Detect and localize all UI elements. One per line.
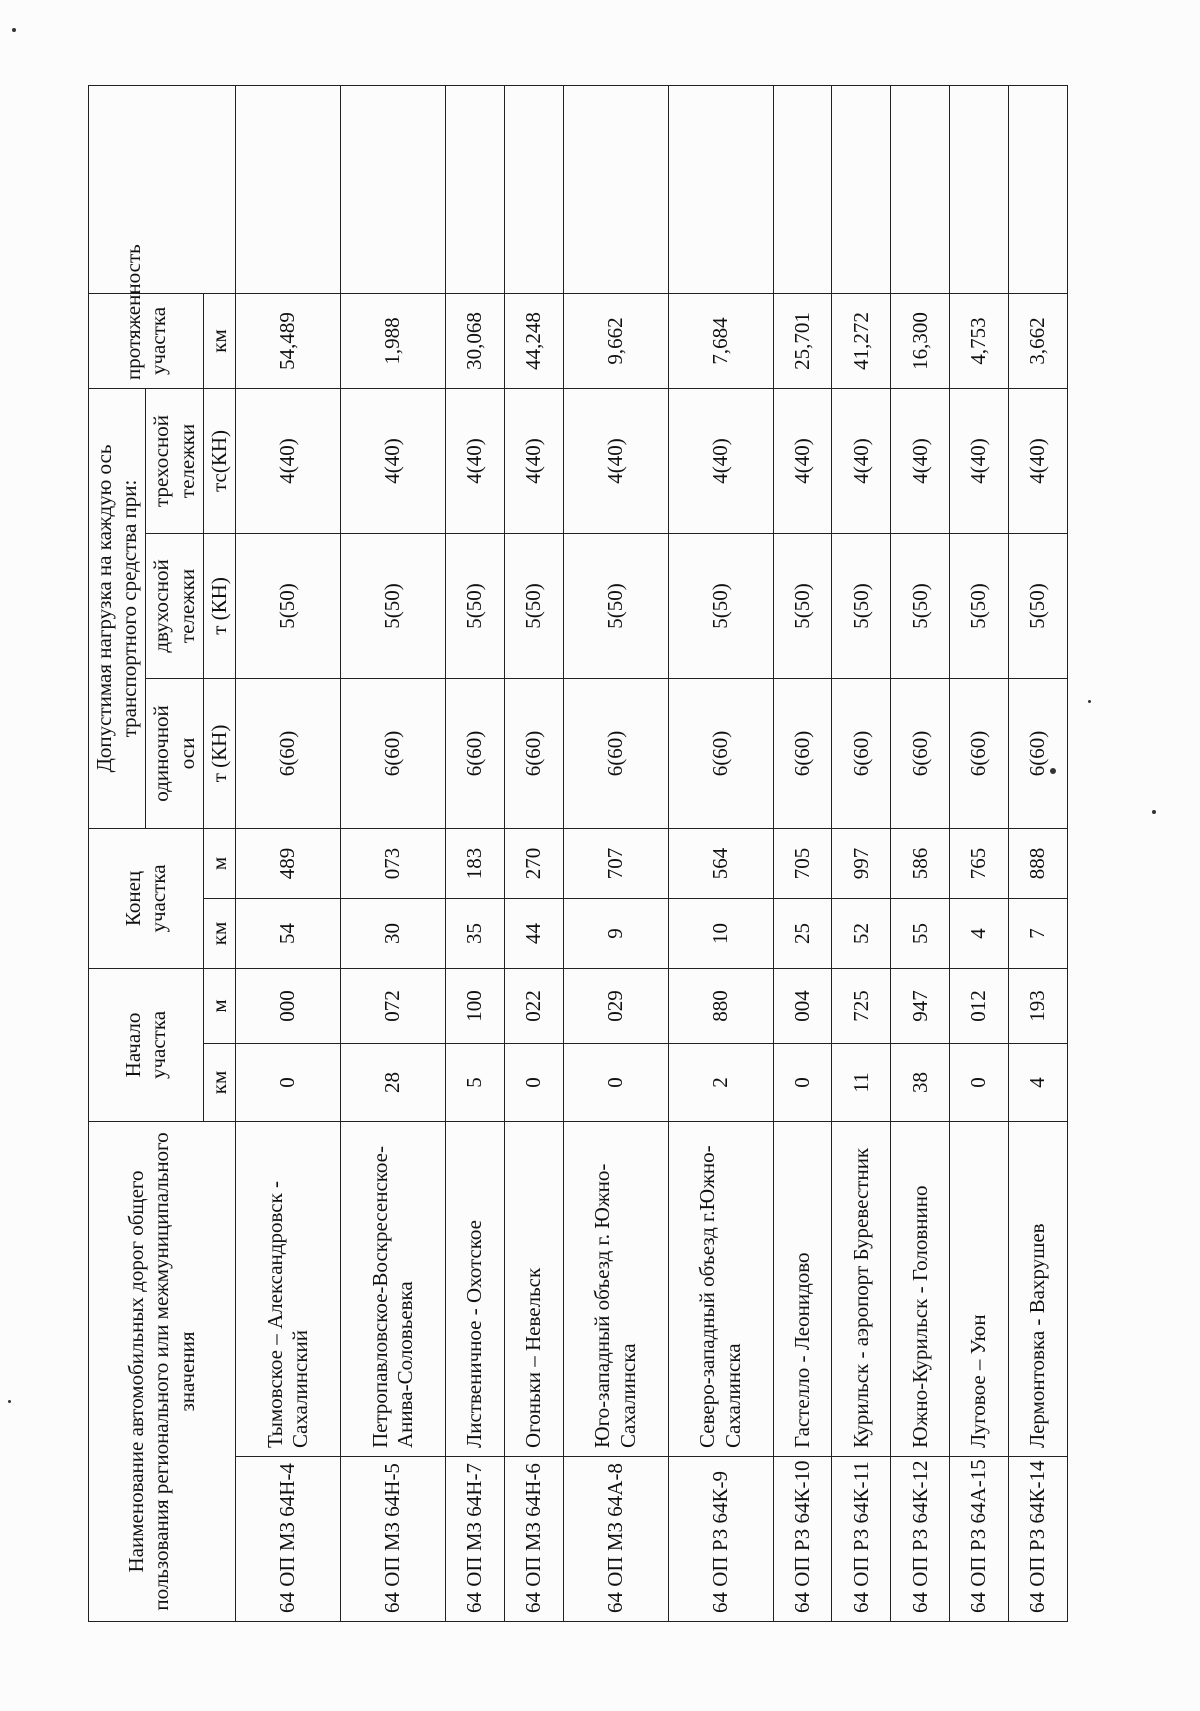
- blank-cell: [563, 85, 668, 293]
- road-name-cell: Курильск - аэропорт Буревестник: [832, 1121, 891, 1456]
- header-single-axle: одиночной оси: [146, 678, 203, 828]
- road-name-cell: Луговое – Уюн: [950, 1121, 1009, 1456]
- table-row: [235, 85, 340, 1621]
- end-km-cell: 44: [504, 898, 563, 968]
- start-km-cell: 0: [563, 1043, 668, 1121]
- scan-speck: [1152, 810, 1156, 814]
- header-blank-cell: [89, 85, 236, 293]
- start-km-cell: 0: [235, 1043, 340, 1121]
- double-axle-load-cell: 5(50): [668, 533, 773, 678]
- header-triple-axle: трехосной тележки: [146, 388, 203, 533]
- end-m-cell: 564: [668, 828, 773, 898]
- single-axle-load-cell: 6(60): [950, 678, 1009, 828]
- start-km-cell: 28: [340, 1043, 445, 1121]
- blank-cell: [891, 85, 950, 293]
- blank-cell: [668, 85, 773, 293]
- section-length-cell: 4,753: [950, 293, 1009, 388]
- end-m-cell: 270: [504, 828, 563, 898]
- section-length-cell: 54,489: [235, 293, 340, 388]
- road-name-cell: Огоньки – Невельск: [504, 1121, 563, 1456]
- header-start-m: м: [203, 968, 235, 1043]
- header-end: Конец участка: [89, 828, 204, 968]
- end-km-cell: 9: [563, 898, 668, 968]
- header-length-unit: км: [203, 293, 235, 388]
- road-code-cell: 64 ОП РЗ 64К-9: [668, 1457, 773, 1622]
- road-code-cell: 64 ОП РЗ 64К-11: [832, 1457, 891, 1622]
- triple-axle-load-cell: 4(40): [504, 388, 563, 533]
- road-name-cell: Тымовское – Александровск - Сахалинский: [235, 1121, 340, 1456]
- table-row: [563, 85, 668, 1621]
- single-axle-load-cell: 6(60): [340, 678, 445, 828]
- section-length-cell: 25,701: [773, 293, 832, 388]
- table-row: [950, 85, 1009, 1621]
- start-m-cell: 725: [832, 968, 891, 1043]
- end-km-cell: 30: [340, 898, 445, 968]
- start-m-cell: 004: [773, 968, 832, 1043]
- single-axle-load-cell: 6(60): [668, 678, 773, 828]
- triple-axle-load-cell: 4(40): [235, 388, 340, 533]
- triple-axle-load-cell: 4(40): [445, 388, 504, 533]
- rotated-table-frame: [88, 86, 1068, 1622]
- header-start-km: км: [203, 1043, 235, 1121]
- start-m-cell: 022: [504, 968, 563, 1043]
- axle-load-table: [88, 85, 1068, 1622]
- header-double-axle: двухосной тележки: [146, 533, 203, 678]
- start-m-cell: 193: [1009, 968, 1068, 1043]
- end-m-cell: 888: [1009, 828, 1068, 898]
- start-km-cell: 0: [773, 1043, 832, 1121]
- road-name-cell: Гастелло - Леонидово: [773, 1121, 832, 1456]
- single-axle-load-cell: 6(60): [1009, 678, 1068, 828]
- triple-axle-load-cell: 4(40): [1009, 388, 1068, 533]
- start-km-cell: 2: [668, 1043, 773, 1121]
- header-double-unit: т (КН): [203, 533, 235, 678]
- end-m-cell: 586: [891, 828, 950, 898]
- end-km-cell: 10: [668, 898, 773, 968]
- triple-axle-load-cell: 4(40): [950, 388, 1009, 533]
- start-km-cell: 38: [891, 1043, 950, 1121]
- header-row-top: [89, 85, 146, 1621]
- road-code-cell: 64 ОП МЗ 64Н-4: [235, 1457, 340, 1622]
- double-axle-load-cell: 5(50): [235, 533, 340, 678]
- table-row: [1009, 85, 1068, 1621]
- section-length-cell: 1,988: [340, 293, 445, 388]
- header-end-m: м: [203, 828, 235, 898]
- end-km-cell: 7: [1009, 898, 1068, 968]
- header-single-unit: т (КН): [203, 678, 235, 828]
- scan-speck: [1088, 700, 1091, 703]
- start-m-cell: 000: [235, 968, 340, 1043]
- triple-axle-load-cell: 4(40): [340, 388, 445, 533]
- scan-speck: [1050, 768, 1056, 774]
- single-axle-load-cell: 6(60): [891, 678, 950, 828]
- road-name-cell: Лермонтовка - Вахрушев: [1009, 1121, 1068, 1456]
- road-code-cell: 64 ОП МЗ 64А-8: [563, 1457, 668, 1622]
- table-row: [340, 85, 445, 1621]
- blank-cell: [235, 85, 340, 293]
- scan-speck: [12, 28, 16, 32]
- end-m-cell: 705: [773, 828, 832, 898]
- road-name-cell: Южно-Курильск - Головнино: [891, 1121, 950, 1456]
- blank-cell: [832, 85, 891, 293]
- road-code-cell: 64 ОП РЗ 64К-12: [891, 1457, 950, 1622]
- single-axle-load-cell: 6(60): [504, 678, 563, 828]
- header-triple-unit: тс(КН): [203, 388, 235, 533]
- section-length-cell: 41,272: [832, 293, 891, 388]
- single-axle-load-cell: 6(60): [773, 678, 832, 828]
- section-length-cell: 44,248: [504, 293, 563, 388]
- road-code-cell: 64 ОП МЗ 64Н-5: [340, 1457, 445, 1622]
- section-length-cell: 3,662: [1009, 293, 1068, 388]
- single-axle-load-cell: 6(60): [832, 678, 891, 828]
- blank-cell: [445, 85, 504, 293]
- end-km-cell: 35: [445, 898, 504, 968]
- road-code-cell: 64 ОП МЗ 64Н-6: [504, 1457, 563, 1622]
- triple-axle-load-cell: 4(40): [773, 388, 832, 533]
- double-axle-load-cell: 5(50): [773, 533, 832, 678]
- triple-axle-load-cell: 4(40): [563, 388, 668, 533]
- double-axle-load-cell: 5(50): [445, 533, 504, 678]
- table-row: [891, 85, 950, 1621]
- double-axle-load-cell: 5(50): [563, 533, 668, 678]
- start-m-cell: 100: [445, 968, 504, 1043]
- start-m-cell: 012: [950, 968, 1009, 1043]
- road-name-cell: Северо-западный объезд г.Южно-Сахалинска: [668, 1121, 773, 1456]
- double-axle-load-cell: 5(50): [504, 533, 563, 678]
- double-axle-load-cell: 5(50): [891, 533, 950, 678]
- road-name-cell: Петропавловское-Воскресенское-Анива-Соловьевка: [340, 1121, 445, 1456]
- header-end-km: км: [203, 898, 235, 968]
- triple-axle-load-cell: 4(40): [668, 388, 773, 533]
- triple-axle-load-cell: 4(40): [832, 388, 891, 533]
- header-road-name: Наименование автомобильных дорог общего пользования регионального или межмуниципального значения: [89, 1121, 236, 1621]
- road-name-cell: Юго-западный объезд г. Южно-Сахалинска: [563, 1121, 668, 1456]
- single-axle-load-cell: 6(60): [445, 678, 504, 828]
- start-km-cell: 11: [832, 1043, 891, 1121]
- blank-cell: [340, 85, 445, 293]
- single-axle-load-cell: 6(60): [563, 678, 668, 828]
- start-m-cell: 072: [340, 968, 445, 1043]
- end-m-cell: 997: [832, 828, 891, 898]
- double-axle-load-cell: 5(50): [1009, 533, 1068, 678]
- table-row: [773, 85, 832, 1621]
- end-km-cell: 52: [832, 898, 891, 968]
- end-km-cell: 25: [773, 898, 832, 968]
- end-m-cell: 707: [563, 828, 668, 898]
- end-m-cell: 073: [340, 828, 445, 898]
- table-row: [668, 85, 773, 1621]
- blank-cell: [950, 85, 1009, 293]
- blank-cell: [773, 85, 832, 293]
- road-name-cell: Лиственичное - Охотское: [445, 1121, 504, 1456]
- section-length-cell: 9,662: [563, 293, 668, 388]
- start-m-cell: 947: [891, 968, 950, 1043]
- scan-speck: [8, 1400, 11, 1403]
- end-m-cell: 183: [445, 828, 504, 898]
- section-length-cell: 16,300: [891, 293, 950, 388]
- end-km-cell: 54: [235, 898, 340, 968]
- end-km-cell: 4: [950, 898, 1009, 968]
- blank-cell: [504, 85, 563, 293]
- road-code-cell: 64 ОП МЗ 64Н-7: [445, 1457, 504, 1622]
- end-m-cell: 765: [950, 828, 1009, 898]
- table-row: [445, 85, 504, 1621]
- double-axle-load-cell: 5(50): [950, 533, 1009, 678]
- section-length-cell: 30,068: [445, 293, 504, 388]
- road-code-cell: 64 ОП РЗ 64А-15: [950, 1457, 1009, 1622]
- double-axle-load-cell: 5(50): [340, 533, 445, 678]
- road-code-cell: 64 ОП РЗ 64К-14: [1009, 1457, 1068, 1622]
- header-start: Начало участка: [89, 968, 204, 1121]
- table-row: [504, 85, 563, 1621]
- single-axle-load-cell: 6(60): [235, 678, 340, 828]
- table-row: [832, 85, 891, 1621]
- road-code-cell: 64 ОП РЗ 64К-10: [773, 1457, 832, 1622]
- end-m-cell: 489: [235, 828, 340, 898]
- start-km-cell: 4: [1009, 1043, 1068, 1121]
- header-length: протяженность участка: [89, 293, 204, 388]
- double-axle-load-cell: 5(50): [832, 533, 891, 678]
- end-km-cell: 55: [891, 898, 950, 968]
- section-length-cell: 7,684: [668, 293, 773, 388]
- start-km-cell: 0: [504, 1043, 563, 1121]
- start-km-cell: 5: [445, 1043, 504, 1121]
- triple-axle-load-cell: 4(40): [891, 388, 950, 533]
- start-km-cell: 0: [950, 1043, 1009, 1121]
- start-m-cell: 880: [668, 968, 773, 1043]
- table-body: [235, 85, 1067, 1621]
- header-load-group: Допустимая нагрузка на каждую ось транспортного средства при:: [89, 388, 146, 828]
- start-m-cell: 029: [563, 968, 668, 1043]
- blank-cell: [1009, 85, 1068, 293]
